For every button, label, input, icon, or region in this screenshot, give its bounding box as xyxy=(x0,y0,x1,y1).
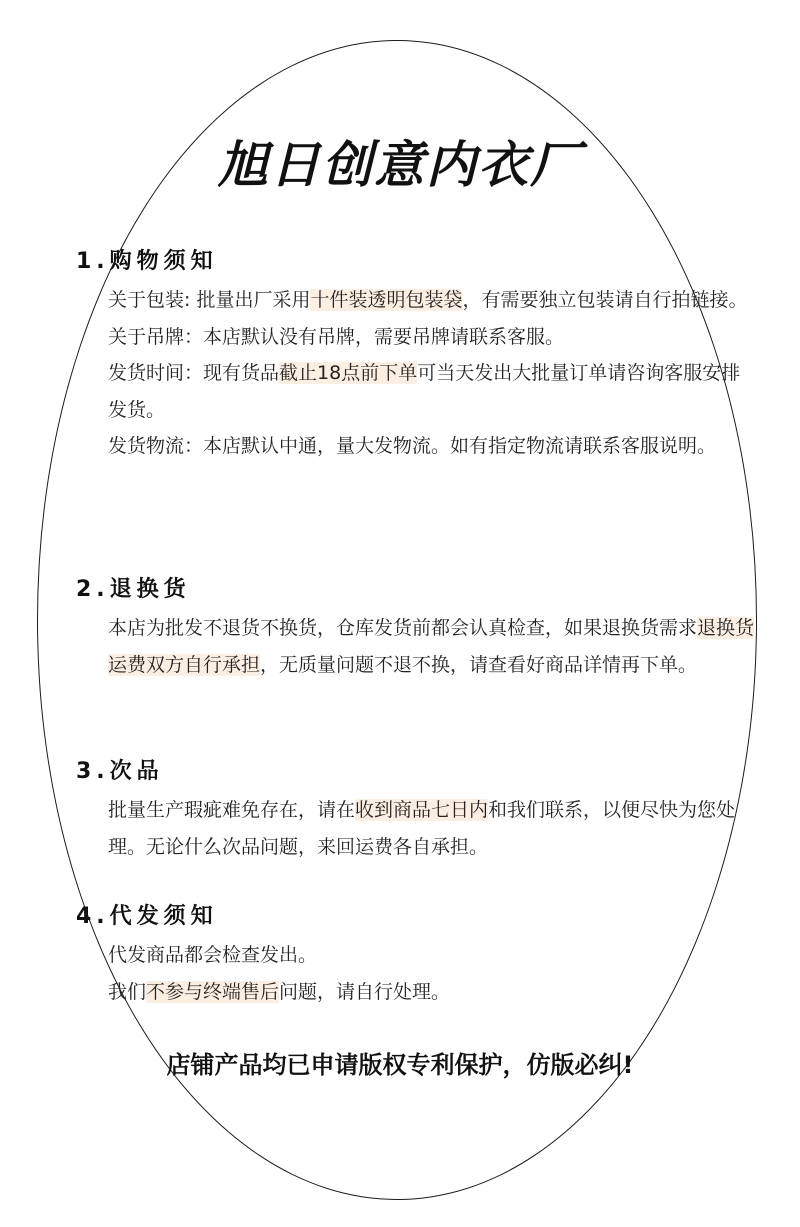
section-heading-shopping-notice: 1.购物须知 xyxy=(76,249,218,274)
highlighted-text: 退换货运费双方自行承担 xyxy=(108,617,755,676)
highlighted-text: 截止18点前下单 xyxy=(279,362,418,384)
text-segment: 批量生产瑕疵难免存在，请在 xyxy=(108,799,356,821)
text-segment: 和我们联系，以便尽快为您处理。无论什么次品问题，来回运费各自承担。 xyxy=(108,799,736,858)
text-segment: 我们 xyxy=(108,980,147,1003)
paragraph-shipping-time xyxy=(108,355,758,428)
section-body-dropship xyxy=(108,937,758,1010)
paragraph-return-policy xyxy=(108,610,758,683)
paragraph-logistics: 发货物流：本店默认中通，量大发物流。如有指定物流请联系客服说明。 xyxy=(108,435,717,457)
section-heading-dropship: 4.代发须知 xyxy=(76,904,218,929)
paragraph-dropship-check: 代发商品都会检查发出。 xyxy=(108,944,318,966)
text-segment: 可当天发出大批量订单请咨询客服安排发货。 xyxy=(108,362,741,421)
page-title: 旭日创意内衣厂 xyxy=(218,136,582,194)
paragraph-packaging xyxy=(108,282,758,319)
text-segment: 发货时间：现有货品 xyxy=(108,362,280,384)
paragraph-dropship-aftersales xyxy=(108,974,758,1011)
section-heading-defects: 3.次品 xyxy=(76,759,164,784)
section-body-returns xyxy=(108,610,758,683)
section-body-defects xyxy=(108,792,758,865)
highlighted-text: 不参与终端售后 xyxy=(146,980,280,1003)
section-body-shopping-notice xyxy=(108,282,758,465)
text-segment: 关于包装: 批量出厂采用 xyxy=(108,289,311,311)
highlighted-text: 收到商品七日内 xyxy=(355,799,489,821)
highlighted-text: 十件装透明包装袋 xyxy=(310,289,463,311)
text-segment: ，有需要独立包装请自行拍链接。 xyxy=(462,289,748,311)
text-segment: 本店为批发不退货不换货，仓库发货前都会认真检查，如果退换货需求 xyxy=(108,617,698,639)
text-segment: 问题，请自行处理。 xyxy=(279,980,451,1003)
paragraph-tags: 关于吊牌：本店默认没有吊牌，需要吊牌请联系客服。 xyxy=(108,325,565,348)
text-segment: ，无质量问题不退不换，请查看好商品详情再下单。 xyxy=(260,653,698,676)
paragraph-defect-policy xyxy=(108,792,758,865)
copyright-notice: 店铺产品均已申请版权专利保护，仿版必纠! xyxy=(166,1051,634,1079)
section-heading-returns: 2.退换货 xyxy=(76,577,191,602)
